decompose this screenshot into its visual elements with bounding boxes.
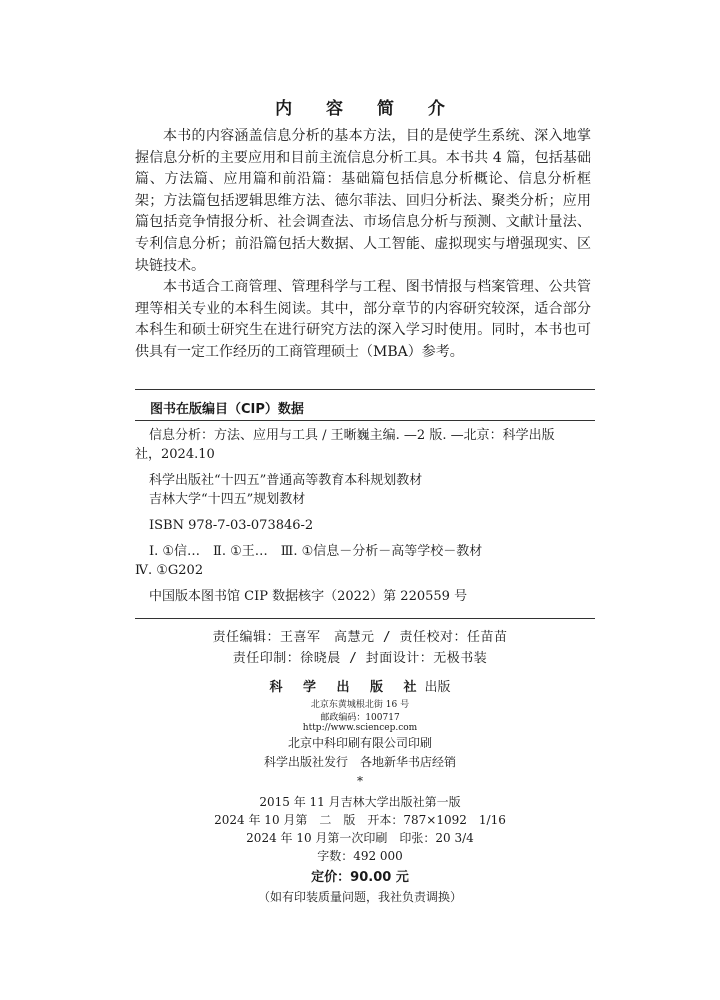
- cip-number: [135, 587, 595, 606]
- quality-notice: （如有印装质量问题，我社负责调换）: [257, 890, 462, 904]
- publisher-address: 北京东黄城根北街 16 号: [310, 700, 410, 710]
- credits-line-2: 责任印制：徐晓晨 / 封面设计：无极书装: [232, 651, 488, 666]
- publisher-postcode: 邮政编码：100717: [320, 713, 400, 723]
- cip-block: [135, 426, 595, 613]
- cip-subjects: [135, 542, 595, 580]
- printing-line: 2024 年 10 月第一次印刷 印张：20 3/4: [246, 831, 474, 845]
- cip-subject-line-2: Ⅳ. ①G202: [135, 563, 204, 578]
- intro-paragraph-1: 本书的内容涵盖信息分析的基本方法，目的是使学生系统、深入地掌握信息分析的主要应用和目前主流信息分析工具。本书共 4 篇，包括基础篇、方法篇、应用篇和前沿篇：基础篇包括信息分析概论、信息分析框架；方法篇包括逻辑思维方法、德尔菲法、回归分析法、聚类分析；应用篇包括竞争情报分析、社会调查法、市场信息分析与预测、文献计量法、专利信息分析；前沿篇包括大数据、人工智能、虚拟现实与增强现实、区块链技术。: [135, 128, 591, 274]
- cip-entry: [135, 426, 595, 464]
- separator-asterisk: *: [357, 774, 363, 788]
- publisher-logo: 科 学 出 版 社: [269, 680, 425, 695]
- price: 定价：90.00 元: [311, 870, 409, 885]
- isbn-number: ISBN 978-7-03-073846-2: [149, 518, 314, 533]
- publisher-url: http://www.sciencep.com: [302, 723, 418, 733]
- intro-section: [135, 126, 591, 364]
- cip-heading-rule: [135, 420, 595, 421]
- cip-series: [135, 471, 595, 509]
- publisher-suffix: 出版: [424, 680, 451, 695]
- intro-paragraph-2: 本书适合工商管理、管理科学与工程、图书情报与档案管理、公共管理等相关专业的本科生阅读。其中，部分章节的内容研究较深，适合部分本科生和硕士研究生在进行研究方法的深入学习时使用。同时，本书也可供具有一定工作经历的工商管理硕士（MBA）参考。: [135, 279, 591, 360]
- cip-data-number: 中国版本图书馆 CIP 数据核字（2022）第 220559 号: [149, 589, 468, 604]
- cip-series-line-1: 科学出版社“十四五”普通高等教育本科规划教材: [149, 473, 423, 488]
- distribution-line: 科学出版社发行 各地新华书店经销: [263, 755, 456, 769]
- edition-line-1: 2015 年 11 月吉林大学出版社第一版: [259, 795, 461, 809]
- word-count: 字数：492 000: [317, 849, 403, 863]
- publisher-line: [0, 676, 720, 695]
- cip-series-line-2: 吉林大学“十四五”规划教材: [149, 492, 306, 507]
- cip-top-rule: [135, 389, 595, 390]
- cip-heading: 图书在版编目（CIP）数据: [150, 402, 304, 417]
- printer-line: 北京中科印刷有限公司印刷: [287, 736, 432, 750]
- cip-entry-line-2: 社，2024.10: [135, 447, 215, 462]
- cip-entry-line-1: 信息分析：方法、应用与工具 / 王晰巍主编. —2 版. —北京：科学出版: [149, 428, 555, 443]
- cip-isbn: [135, 516, 595, 535]
- cip-subject-line-1: Ⅰ. ①信… Ⅱ. ①王… Ⅲ. ①信息－分析－高等学校－教材: [149, 544, 483, 559]
- cip-bottom-rule: [135, 618, 595, 619]
- edition-line-2: 2024 年 10 月第 二 版 开本：787×1092 1/16: [214, 813, 506, 827]
- page-title: 内 容 简 介: [275, 99, 459, 119]
- credits-line-1: 责任编辑：王喜军 高慧元 / 责任校对：任苗苗: [212, 630, 508, 645]
